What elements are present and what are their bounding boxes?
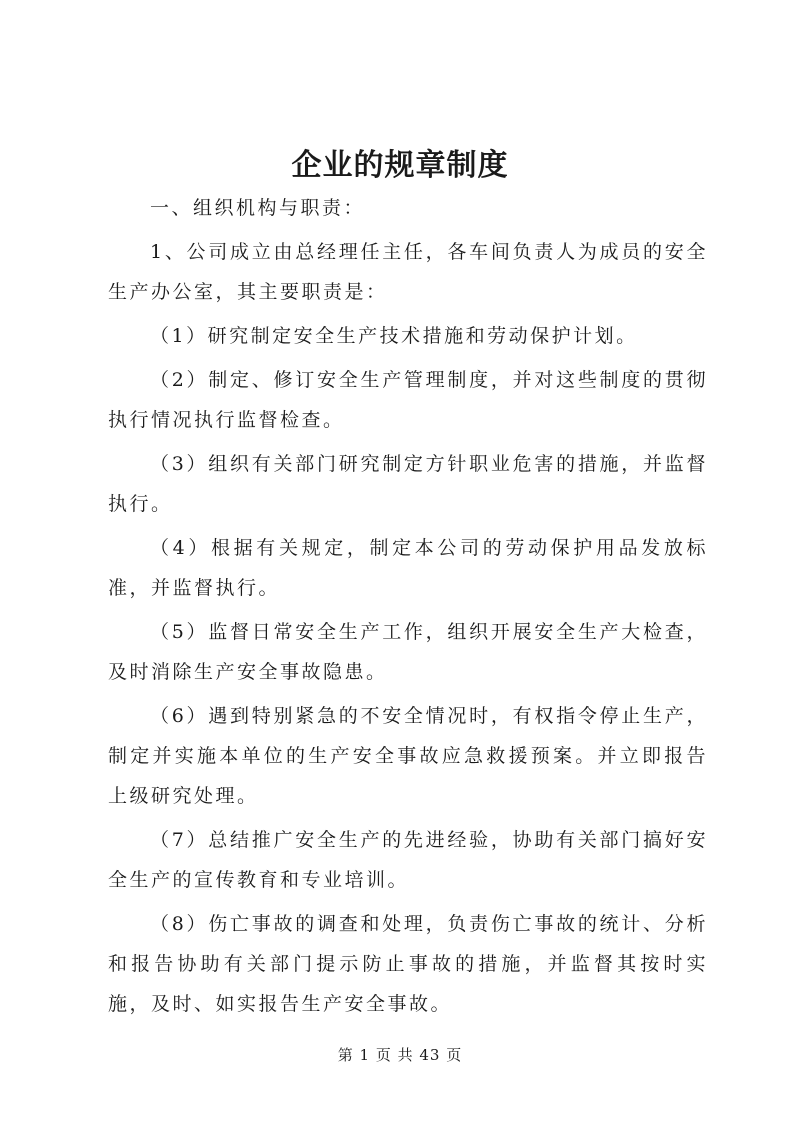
duty-item-5: （5）监督日常安全生产工作，组织开展安全生产大检查，及时消除生产安全事故隐患。 — [108, 621, 708, 683]
duty-item-8: （8）伤亡事故的调查和处理，负责伤亡事故的统计、分析和报告协助有关部门提示防止事故的措施，并监督其按时实施，及时、如实报告生产安全事故。 — [108, 913, 708, 1015]
duty-item-7: （7）总结推广安全生产的先进经验，协助有关部门搞好安全生产的宣传教育和专业培训。 — [108, 829, 708, 891]
document-body — [108, 188, 708, 1028]
section-heading: 一、组织机构与职责： — [150, 197, 366, 219]
page-number-footer: 第 1 页 共 43 页 — [337, 1046, 463, 1064]
paragraph-1: 1、公司成立由总经理任主任，各车间负责人为成员的安全生产办公室，其主要职责是： — [108, 241, 708, 303]
duty-item-3: （3）组织有关部门研究制定方针职业危害的措施，并监督执行。 — [108, 453, 708, 515]
duty-item-4: （4）根据有关规定，制定本公司的劳动保护用品发放标准，并监督执行。 — [108, 537, 708, 599]
duty-item-1: （1）研究制定安全生产技术措施和劳动保护计划。 — [150, 325, 638, 347]
duty-item-2: （2）制定、修订安全生产管理制度，并对这些制度的贯彻执行情况执行监督检查。 — [108, 369, 708, 431]
page-title: 企业的规章制度 — [291, 148, 509, 183]
duty-item-6: （6）遇到特别紧急的不安全情况时，有权指令停止生产，制定并实施本单位的生产安全事故应急救援预案。并立即报告上级研究处理。 — [108, 705, 708, 807]
